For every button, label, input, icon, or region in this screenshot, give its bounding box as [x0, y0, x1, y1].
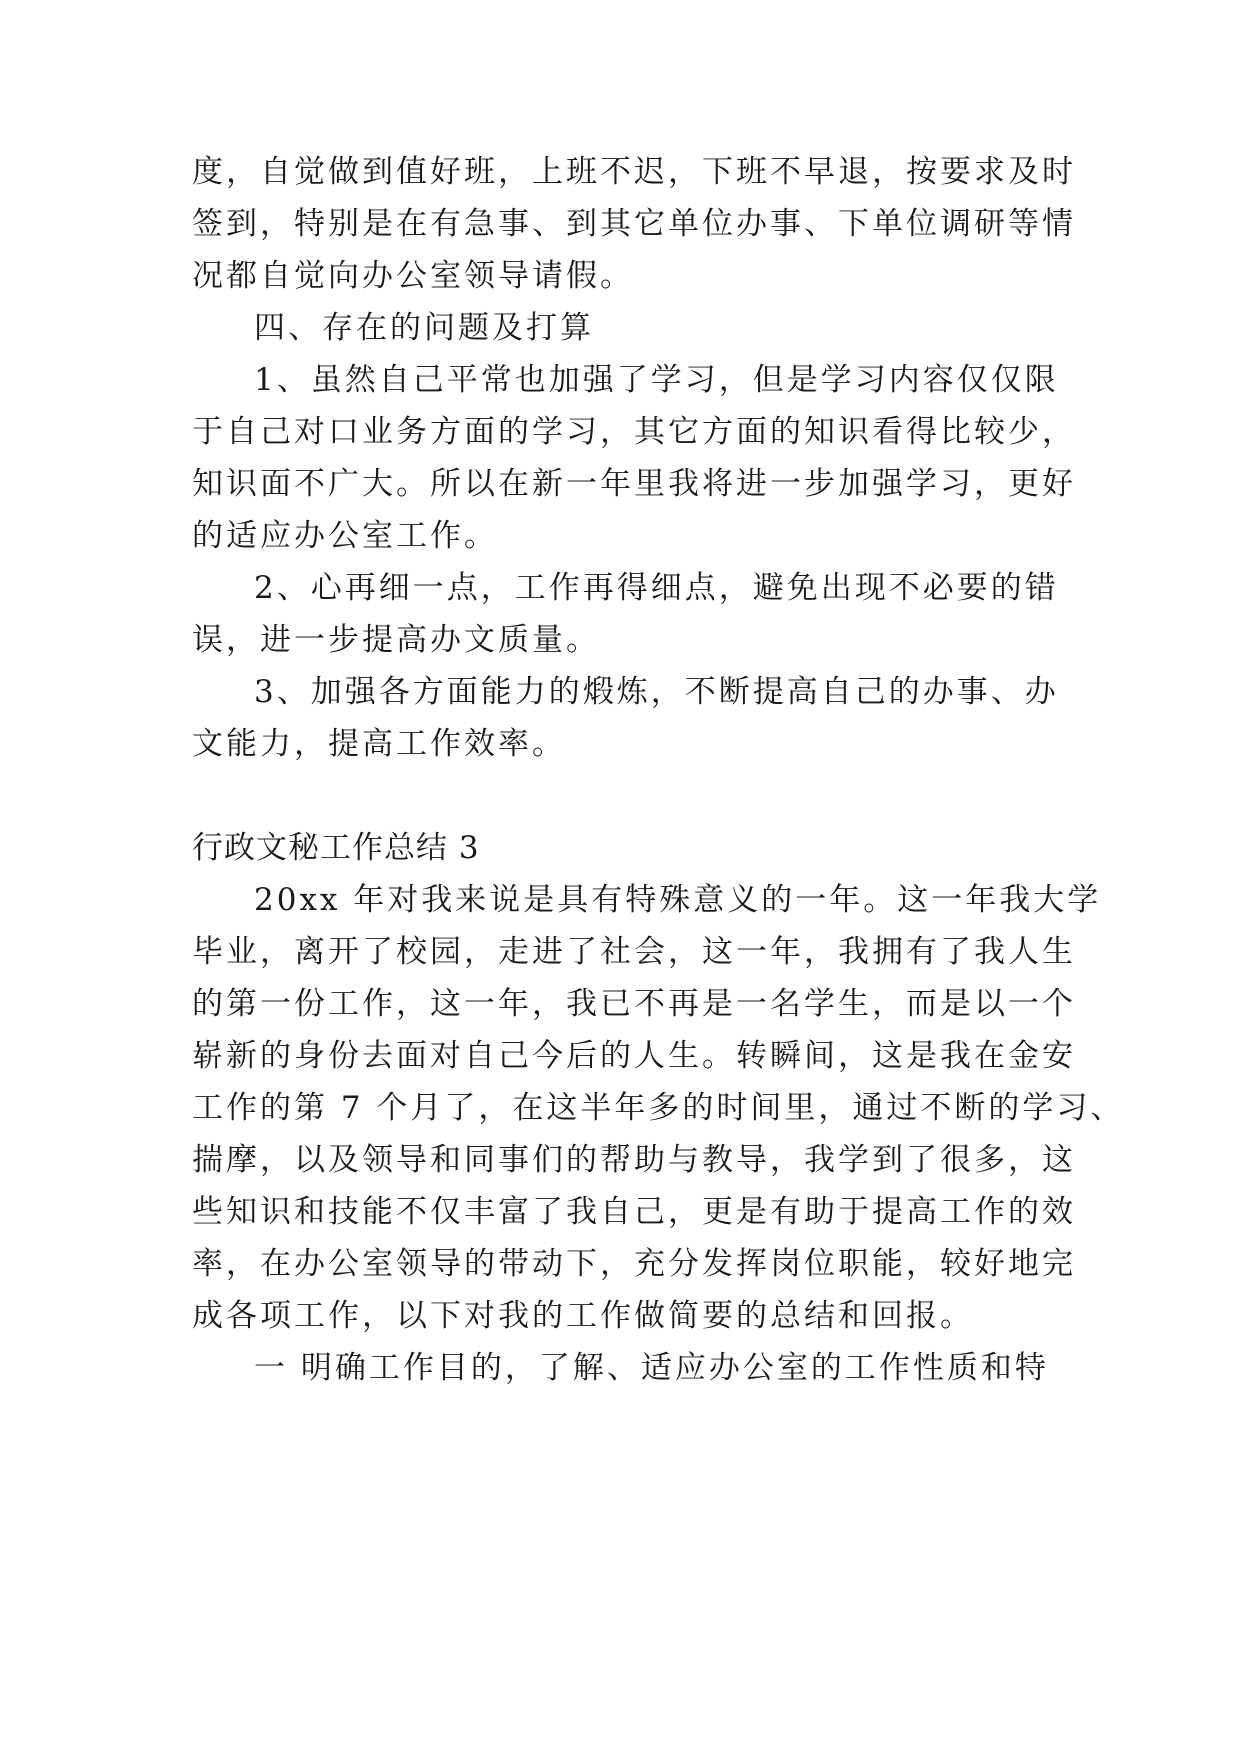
text-line: 签到，特别是在有急事、到其它单位办事、下单位调研等情 — [192, 206, 1076, 242]
list-heading: 四、存在的问题及打算 — [254, 310, 594, 346]
text-line: 3、加强各方面能力的煅炼，不断提高自己的办事、办 — [254, 674, 1059, 710]
section-title: 行政文秘工作总结 3 — [192, 830, 480, 866]
text-line: 工作的第 7 个月了，在这半年多的时间里，通过不断的学习、 — [192, 1090, 1125, 1126]
text-line: 知识面不广大。所以在新一年里我将进一步加强学习，更好 — [192, 466, 1076, 502]
text-line: 度，自觉做到值好班，上班不迟，下班不早退，按要求及时 — [192, 154, 1076, 190]
text-line: 于自己对口业务方面的学习，其它方面的知识看得比较少， — [192, 414, 1076, 450]
text-line: 的第一份工作，这一年，我已不再是一名学生，而是以一个 — [192, 986, 1076, 1022]
text-line: 毕业，离开了校园，走进了社会，这一年，我拥有了我人生 — [192, 934, 1076, 970]
text-line: 成各项工作，以下对我的工作做简要的总结和回报。 — [192, 1298, 974, 1334]
text-line: 1、虽然自己平常也加强了学习，但是学习内容仅仅限 — [254, 362, 1059, 398]
text-line: 些知识和技能不仅丰富了我自己，更是有助于提高工作的效 — [192, 1194, 1076, 1230]
text-line: 20xx 年对我来说是具有特殊意义的一年。这一年我大学 — [254, 882, 1102, 918]
text-line: 率，在办公室领导的带动下，充分发挥岗位职能，较好地完 — [192, 1246, 1076, 1282]
text-line: 况都自觉向办公室领导请假。 — [192, 258, 634, 294]
text-line: 崭新的身份去面对自己今后的人生。转瞬间，这是我在金安 — [192, 1038, 1076, 1074]
text-line: 一 明确工作目的，了解、适应办公室的工作性质和特 — [254, 1350, 1049, 1386]
text-line: 2、心再细一点，工作再得细点，避免出现不必要的错 — [254, 570, 1059, 606]
text-line: 的适应办公室工作。 — [192, 518, 498, 554]
text-line: 揣摩，以及领导和同事们的帮助与教导，我学到了很多，这 — [192, 1142, 1076, 1178]
text-line: 误，进一步提高办文质量。 — [192, 622, 600, 658]
text-line: 文能力，提高工作效率。 — [192, 726, 566, 762]
